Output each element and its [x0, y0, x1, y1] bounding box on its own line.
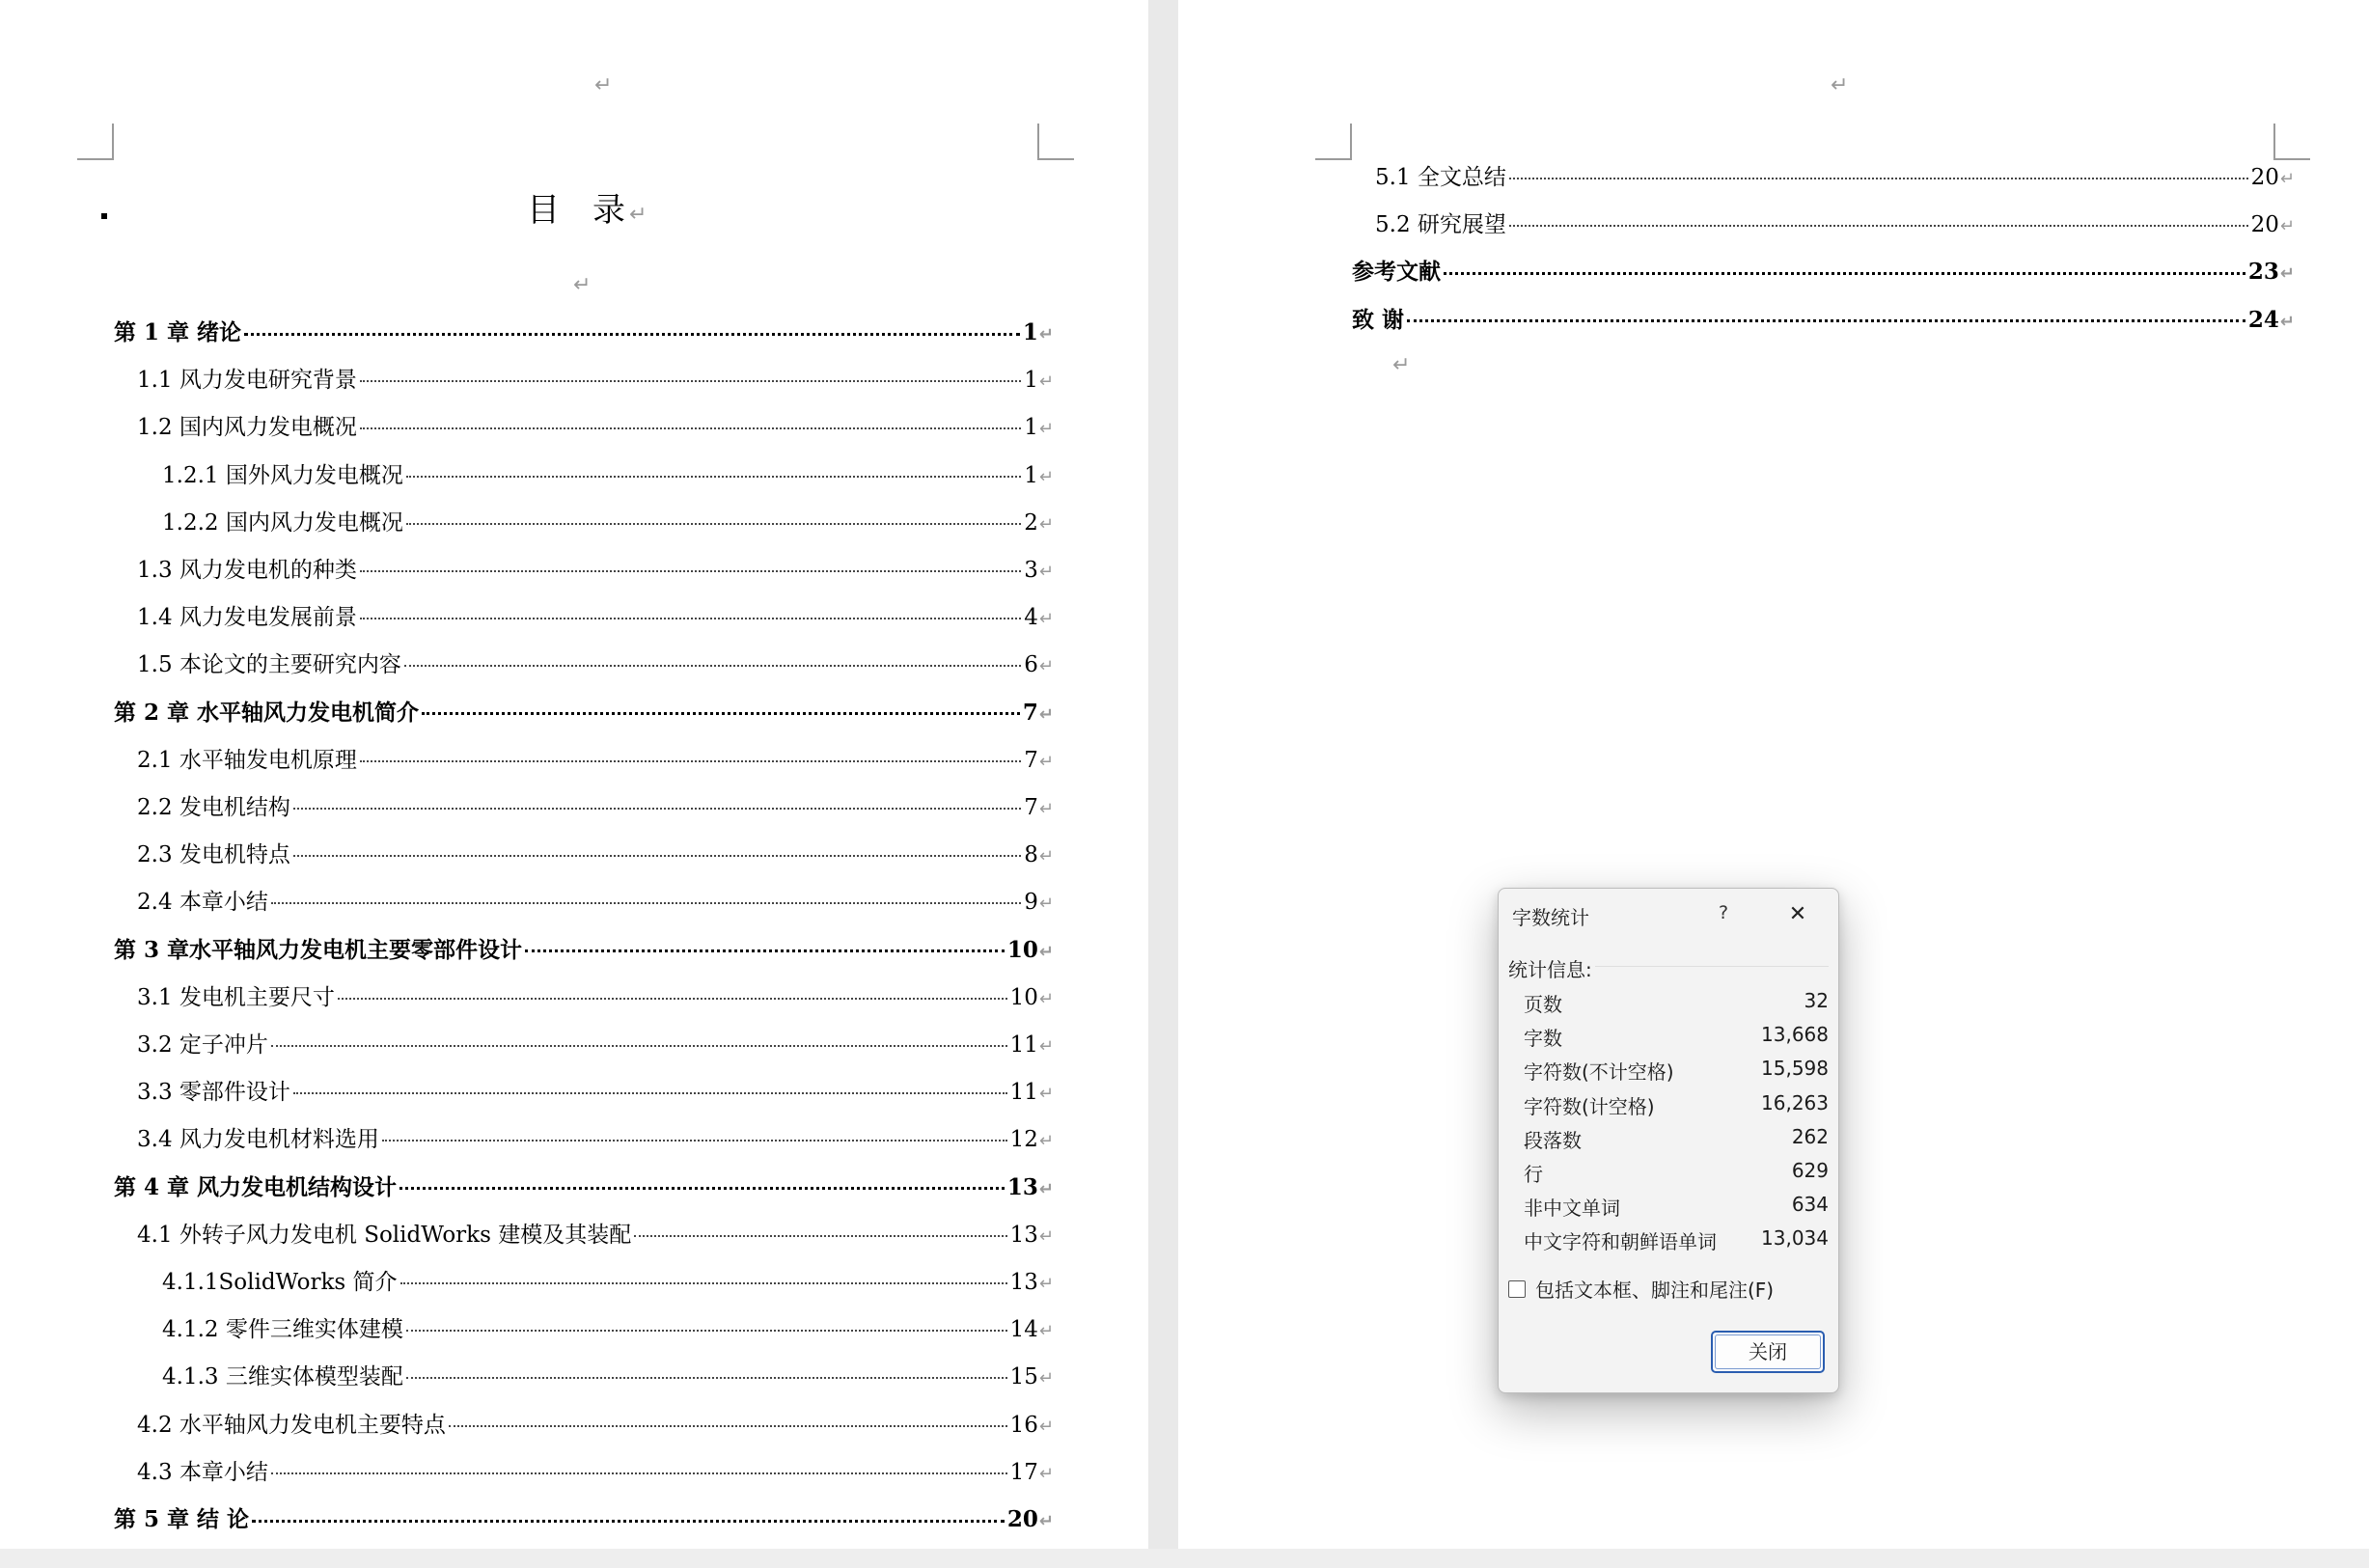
- paragraph-mark: ↵: [1038, 371, 1054, 393]
- paragraph-mark: ↵: [1038, 324, 1054, 344]
- paragraph-mark: ↵: [2279, 263, 2295, 285]
- toc-page-number: 4: [1024, 605, 1038, 631]
- toc-page-number: 1: [1024, 462, 1038, 488]
- toc-entry[interactable]: [137, 982, 1054, 1013]
- toc-dot-leader: [382, 1138, 1007, 1142]
- close-button[interactable]: [1711, 1331, 1825, 1373]
- stat-label: 非中文单词: [1524, 1197, 1620, 1221]
- toc-page-number: 2: [1024, 509, 1038, 536]
- toc-page-number: 12: [1009, 1127, 1038, 1153]
- stat-value: 13,668: [1761, 1023, 1829, 1047]
- paragraph-mark: ↵: [1038, 894, 1054, 915]
- toc-entry[interactable]: [114, 935, 1054, 966]
- paragraph-mark: ↵: [1038, 751, 1054, 772]
- paragraph-mark: ↵: [1038, 1511, 1054, 1531]
- toc-dot-leader: [422, 710, 1020, 715]
- toc-entry[interactable]: [137, 1124, 1054, 1155]
- divider: [1595, 966, 1829, 967]
- stat-row: [1524, 1226, 1829, 1259]
- stat-label: 行: [1524, 1163, 1543, 1186]
- toc-page-number: 8: [1024, 842, 1038, 868]
- toc-entry-label: 5.2 研究展望: [1375, 212, 1506, 238]
- toc-entry[interactable]: [162, 1362, 1054, 1392]
- toc-entry-label: 4.1.3 三维实体模型装配: [162, 1364, 403, 1390]
- toc-entry-label: 4.1 外转子风力发电机 SolidWorks 建模及其装配: [137, 1222, 632, 1248]
- paragraph-mark: ↵: [1038, 466, 1054, 487]
- stat-row: [1524, 1193, 1829, 1225]
- toc-entry-label: 1.3 风力发电机的种类: [137, 558, 357, 583]
- stat-row: [1524, 1091, 1829, 1124]
- toc-page-number: 7: [1024, 795, 1038, 820]
- margin-corner-mark: [1315, 124, 1352, 160]
- toc-entry-label: 1.5 本论文的主要研究内容: [137, 652, 401, 678]
- toc-entry-label: 4.1.1SolidWorks 简介: [162, 1270, 398, 1295]
- toc-dot-leader: [293, 853, 1021, 857]
- toc-page-number: 13: [1009, 1222, 1038, 1248]
- toc-dot-leader: [271, 900, 1021, 904]
- stat-value: 15,598: [1761, 1057, 1829, 1081]
- margin-corner-mark: [1037, 124, 1074, 160]
- toc-dot-leader: [1509, 223, 2248, 227]
- toc-page-number: 20: [1006, 1506, 1038, 1532]
- margin-corner-mark: [2273, 124, 2310, 160]
- toc-entry-label: 3.2 定子冲片: [137, 1032, 268, 1058]
- toc-entry[interactable]: [137, 1030, 1054, 1060]
- toc-entry-label: 第 3 章水平轴风力发电机主要零部件设计: [114, 936, 523, 963]
- toc-page-number: 11: [1009, 1080, 1038, 1106]
- paragraph-mark: ↵: [1038, 1084, 1054, 1105]
- stat-value: 634: [1791, 1193, 1829, 1217]
- toc-dot-leader: [400, 1280, 1007, 1284]
- paragraph-mark: ↵: [1038, 562, 1054, 582]
- toc-entry-label: 1.2.2 国内风力发电概况: [162, 509, 403, 536]
- stat-value: 13,034: [1761, 1226, 1829, 1251]
- toc-entry[interactable]: [114, 698, 1054, 729]
- toc-entry[interactable]: [137, 745, 1054, 776]
- toc-entry-label: 5.1 全文总结: [1375, 165, 1506, 190]
- toc-entry-label: 第 5 章 结 论: [114, 1506, 250, 1532]
- paragraph-mark: ↵: [1831, 73, 1849, 97]
- toc-dot-leader: [406, 1328, 1007, 1332]
- dialog-title: 字数统计: [1512, 906, 1589, 929]
- stat-row: [1524, 989, 1829, 1022]
- paragraph-mark: ↵: [1038, 988, 1054, 1009]
- button-focus-ring: [1715, 1334, 1821, 1369]
- toc-page-number: 11: [1009, 1032, 1038, 1058]
- toc-entry[interactable]: [114, 1172, 1054, 1203]
- toc-page-number: 13: [1009, 1270, 1038, 1295]
- toc-page-number: 13: [1006, 1173, 1038, 1200]
- toc-entry-label: 1.2.1 国外风力发电概况: [162, 462, 403, 488]
- toc-page-number: 15: [1009, 1364, 1038, 1390]
- toc-entry[interactable]: [137, 1410, 1054, 1441]
- toc-entry-label: 2.2 发电机结构: [137, 795, 290, 820]
- toc-page-number: 23: [2247, 259, 2279, 286]
- word-count-dialog: [1498, 888, 1839, 1393]
- toc-entry-label: 第 1 章 绪论: [114, 319, 242, 345]
- toc-page-number: 17: [1009, 1459, 1038, 1485]
- toc-dot-leader: [244, 331, 1020, 336]
- toc-page-number: 10: [1009, 984, 1038, 1010]
- toc-dot-leader: [360, 616, 1021, 619]
- paragraph-mark: ↵: [1038, 419, 1054, 440]
- paragraph-mark: ↵: [2279, 216, 2295, 237]
- stat-row: [1524, 1023, 1829, 1056]
- toc-entry-label: 1.1 风力发电研究背景: [137, 368, 357, 394]
- paragraph-mark: ↵: [573, 273, 592, 297]
- toc-entry[interactable]: [137, 1077, 1054, 1108]
- toc-dot-leader: [338, 996, 1007, 1000]
- page-gap: [1148, 0, 1178, 1549]
- toc-entry[interactable]: [1352, 257, 2295, 288]
- toc-dot-leader: [271, 1471, 1007, 1474]
- margin-corner-mark: [77, 124, 114, 160]
- toc-entry[interactable]: [1352, 305, 2295, 336]
- paragraph-mark: ↵: [1038, 703, 1054, 725]
- toc-page-number: 1: [1024, 368, 1038, 394]
- toc-dot-leader: [293, 806, 1021, 810]
- toc-page-number: 16: [1009, 1412, 1038, 1438]
- toc-entry[interactable]: [137, 602, 1054, 633]
- status-strip: [0, 1549, 2369, 1568]
- paragraph-mark: ↵: [1038, 1131, 1054, 1152]
- toc-dot-leader: [525, 948, 1005, 952]
- help-button[interactable]: ?: [1718, 902, 1729, 923]
- paragraph-mark: ↵: [1038, 799, 1054, 819]
- toc-entry[interactable]: [162, 1267, 1054, 1298]
- document-page-left[interactable]: [0, 0, 1148, 1549]
- stat-label: 字符数(不计空格): [1524, 1060, 1674, 1085]
- toc-dot-leader: [271, 1043, 1007, 1047]
- toc-dot-leader: [406, 474, 1021, 478]
- toc-dot-leader: [293, 1090, 1007, 1094]
- paragraph-mark: ↵: [1038, 1463, 1054, 1484]
- toc-entry[interactable]: [1375, 209, 2295, 240]
- list-bullet: [101, 213, 107, 219]
- paragraph-mark: ↵: [1038, 1368, 1054, 1389]
- toc-entry[interactable]: [137, 649, 1054, 680]
- toc-entry[interactable]: [137, 555, 1054, 586]
- toc-entry-label: 4.2 水平轴风力发电机主要特点: [137, 1412, 446, 1438]
- paragraph-mark: ↵: [1038, 846, 1054, 867]
- toc-page-number: 20: [2250, 212, 2279, 238]
- toc-entry[interactable]: [162, 460, 1054, 491]
- stats-section-label: 统计信息:: [1508, 958, 1592, 981]
- toc-entry[interactable]: [137, 792, 1054, 823]
- stat-label: 字数: [1524, 1027, 1562, 1051]
- paragraph-mark: ↵: [1038, 1274, 1054, 1294]
- toc-page-number: 10: [1006, 936, 1038, 963]
- toc-page-number: 6: [1024, 652, 1038, 678]
- toc-page-number: 3: [1024, 558, 1038, 583]
- toc-entry-label: 3.3 零部件设计: [137, 1080, 290, 1106]
- paragraph-mark: ↵: [1038, 941, 1054, 962]
- toc-dot-leader: [252, 1518, 1005, 1523]
- toc-entry-label: 2.3 发电机特点: [137, 842, 290, 868]
- toc-page-number: 1: [1024, 415, 1038, 441]
- stat-row: [1524, 1125, 1829, 1158]
- toc-entry[interactable]: [137, 1457, 1054, 1488]
- paragraph-mark: ↵: [594, 73, 613, 97]
- stat-label: 段落数: [1524, 1128, 1582, 1152]
- paragraph-mark: ↵: [1038, 1321, 1054, 1342]
- checkbox-label: 包括文本框、脚注和尾注(F): [1535, 1279, 1775, 1302]
- paragraph-mark: ↵: [1038, 513, 1054, 535]
- paragraph-mark: ↵: [2279, 169, 2295, 189]
- paragraph-mark: ↵: [1038, 609, 1054, 630]
- toc-title-char: 录: [592, 191, 629, 230]
- stat-label: 中文字符和朝鲜语单词: [1524, 1230, 1717, 1254]
- stat-value: 629: [1791, 1159, 1829, 1182]
- toc-entry[interactable]: [137, 887, 1054, 918]
- toc-dot-leader: [406, 1375, 1007, 1379]
- stat-row: [1524, 1057, 1829, 1089]
- toc-entry-label: 致 谢: [1352, 306, 1405, 333]
- toc-dot-leader: [360, 426, 1021, 429]
- toc-title-char: 目: [527, 191, 564, 230]
- toc-dot-leader: [634, 1233, 1006, 1237]
- stat-value: 262: [1791, 1124, 1829, 1148]
- toc-entry-label: 2.1 水平轴发电机原理: [137, 747, 357, 773]
- toc-title: [527, 183, 647, 231]
- stat-value: 16,263: [1761, 1090, 1829, 1114]
- close-button-label: 关闭: [1749, 1340, 1787, 1363]
- toc-dot-leader: [404, 663, 1021, 667]
- toc-page-number: 14: [1009, 1317, 1038, 1343]
- paragraph-mark: ↵: [1038, 1416, 1054, 1437]
- toc-entry-label: 第 4 章 风力发电机结构设计: [114, 1173, 398, 1200]
- toc-dot-leader: [449, 1423, 1007, 1427]
- toc-page-number: 24: [2247, 306, 2279, 333]
- toc-entry-label: 4.1.2 零件三维实体建模: [162, 1317, 403, 1343]
- toc-dot-leader: [360, 758, 1021, 762]
- toc-entry[interactable]: [162, 508, 1054, 538]
- toc-dot-leader: [406, 521, 1021, 525]
- toc-entry-label: 1.4 风力发电发展前景: [137, 605, 357, 631]
- toc-entry[interactable]: [1375, 162, 2295, 193]
- stat-label: 字符数(计空格): [1524, 1094, 1655, 1118]
- include-textbox-checkbox[interactable]: [1508, 1280, 1526, 1298]
- paragraph-mark: ↵: [2279, 311, 2295, 332]
- include-textbox-checkbox-row[interactable]: [1508, 1275, 1774, 1303]
- paragraph-mark: ↵: [1392, 353, 1411, 377]
- stat-value: 32: [1804, 989, 1829, 1012]
- toc-entry[interactable]: [137, 365, 1054, 396]
- stat-row: [1524, 1159, 1829, 1192]
- toc-entry-label: 2.4 本章小结: [137, 890, 268, 916]
- toc-dot-leader: [1509, 176, 2248, 179]
- toc-dot-leader: [1407, 317, 2245, 322]
- paragraph-mark: ↵: [1038, 1178, 1054, 1199]
- toc-dot-leader: [399, 1185, 1005, 1190]
- toc-entry-label: 3.1 发电机主要尺寸: [137, 984, 335, 1010]
- paragraph-mark: ↵: [1038, 1225, 1054, 1247]
- toc-entry-label: 1.2 国内风力发电概况: [137, 415, 357, 441]
- toc-page-number: 20: [2250, 165, 2279, 190]
- paragraph-mark: ↵: [629, 203, 647, 227]
- toc-entry-label: 参考文献: [1352, 259, 1441, 286]
- toc-entry[interactable]: [137, 839, 1054, 870]
- paragraph-mark: ↵: [1038, 656, 1054, 677]
- toc-page-number: 7: [1022, 699, 1038, 726]
- toc-entry-label: 第 2 章 水平轴风力发电机简介: [114, 699, 420, 726]
- toc-page-number: 1: [1022, 319, 1038, 345]
- stat-label: 页数: [1524, 993, 1562, 1016]
- toc-dot-leader: [360, 568, 1021, 572]
- toc-entry-label: 3.4 风力发电机材料选用: [137, 1127, 379, 1153]
- toc-entry[interactable]: [114, 1504, 1054, 1535]
- toc-page-number: 7: [1024, 747, 1038, 773]
- toc-page-number: 9: [1024, 890, 1038, 916]
- toc-entry[interactable]: [137, 412, 1054, 443]
- toc-dot-leader: [1444, 270, 2245, 275]
- toc-entry[interactable]: [162, 1314, 1054, 1345]
- toc-entry[interactable]: [114, 317, 1054, 348]
- toc-dot-leader: [360, 378, 1021, 382]
- close-icon[interactable]: ✕: [1788, 902, 1807, 926]
- paragraph-mark: ↵: [1038, 1036, 1054, 1057]
- toc-entry[interactable]: [137, 1220, 1054, 1251]
- toc-entry-label: 4.3 本章小结: [137, 1459, 268, 1485]
